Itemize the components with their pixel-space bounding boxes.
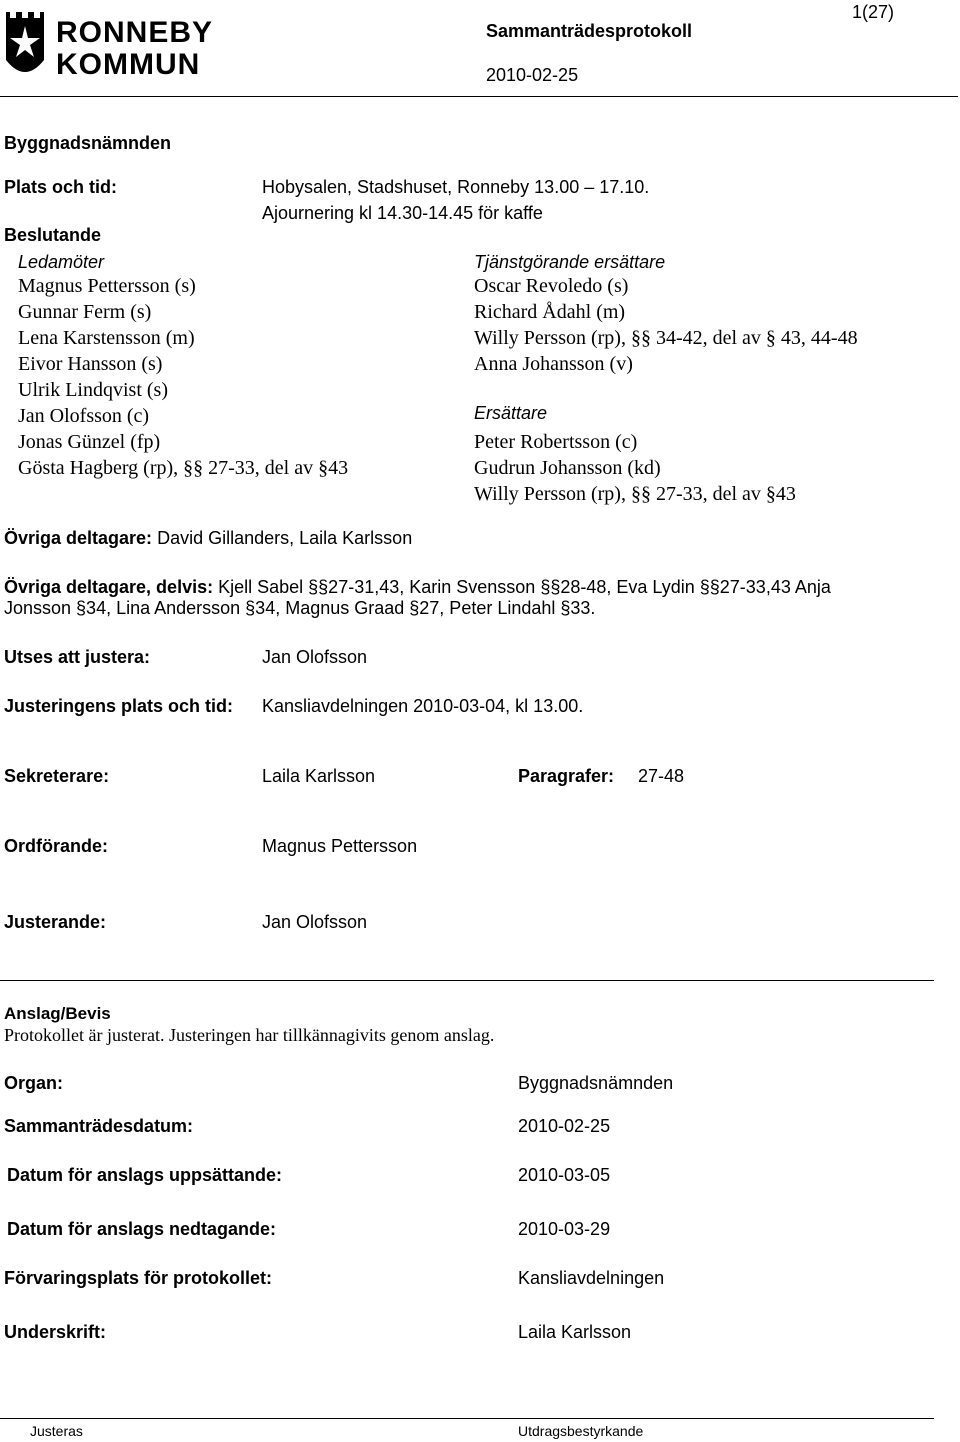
anslag-row-value: 2010-03-05 <box>518 1165 611 1185</box>
other-participants-label: Övriga deltagare: <box>4 528 153 548</box>
anslag-row-label: Organ: <box>4 1073 64 1093</box>
anslag-divider <box>0 980 934 981</box>
other-participants-partial-label: Övriga deltagare, delvis: <box>4 577 214 597</box>
header-date: 2010-02-25 <box>486 65 579 85</box>
anslag-title: Anslag/Bevis <box>4 1004 111 1023</box>
logo-text-line1: RONNEBY <box>56 16 214 49</box>
member: Lena Karstensson (m) <box>18 327 195 349</box>
ronneby-kommun-logo <box>4 8 214 84</box>
serving-substitute: Oscar Revoledo (s) <box>474 275 629 297</box>
other-participants <box>4 528 412 549</box>
substitutes-header: Ersättare <box>474 403 548 423</box>
footer-divider <box>0 1418 934 1419</box>
justerande-value: Jan Olofsson <box>262 912 368 932</box>
body-name: Byggnadsnämnden <box>4 133 172 153</box>
member: Jonas Günzel (fp) <box>18 431 161 453</box>
doc-type-title: Sammanträdesprotokoll <box>486 21 693 41</box>
anslag-row-label: Datum för anslags nedtagande: <box>7 1219 277 1239</box>
place-time-label: Plats och tid: <box>4 177 118 197</box>
anslag-row-label: Sammanträdesdatum: <box>4 1116 194 1136</box>
anslag-row-value: Kansliavdelningen <box>518 1268 665 1288</box>
serving-substitute: Anna Johansson (v) <box>474 353 633 375</box>
adjustment-place-value: Kansliavdelningen 2010-03-04, kl 13.00. <box>262 696 584 716</box>
other-participants-partial-line2: Jonsson §34, Lina Andersson §34, Magnus Graad §27, Peter Lindahl §33. <box>4 598 596 618</box>
anslag-row-value: 2010-02-25 <box>518 1116 611 1136</box>
logo-text-line2: KOMMUN <box>56 48 201 81</box>
serving-substitute: Willy Persson (rp), §§ 34-42, del av § 43, 44-48 <box>474 327 858 349</box>
anslag-row-value: Byggnadsnämnden <box>518 1073 674 1093</box>
adjustment-place-label: Justeringens plats och tid: <box>4 696 234 716</box>
substitute: Gudrun Johansson (kd) <box>474 457 661 479</box>
other-participants-value: David Gillanders, Laila Karlsson <box>157 528 413 548</box>
page-number: 1(27) <box>852 2 895 22</box>
substitute: Willy Persson (rp), §§ 27-33, del av §43 <box>474 483 796 505</box>
member: Gunnar Ferm (s) <box>18 301 152 323</box>
footer-right: Utdragsbestyrkande <box>518 1423 644 1439</box>
anslag-row-value: 2010-03-29 <box>518 1219 611 1239</box>
secretary-label: Sekreterare: <box>4 766 110 786</box>
justerande-label: Justerande: <box>4 912 107 932</box>
member: Ulrik Lindqvist (s) <box>18 379 168 401</box>
member: Jan Olofsson (c) <box>18 405 150 427</box>
serving-substitutes-header: Tjänstgörande ersättare <box>474 252 666 272</box>
chairman-value: Magnus Pettersson <box>262 836 418 856</box>
adjuster-label: Utses att justera: <box>4 647 151 667</box>
anslag-row-label: Datum för anslags uppsättande: <box>7 1165 283 1185</box>
place-time-line1: Hobysalen, Stadshuset, Ronneby 13.00 – 17.10. <box>262 177 650 197</box>
other-participants-partial-line1: Kjell Sabel §§27-31,43, Karin Svensson §§28-48, Eva Lydin §§27-33,43 Anja <box>218 577 831 597</box>
secretary-value: Laila Karlsson <box>262 766 376 786</box>
serving-substitute: Richard Ådahl (m) <box>474 301 626 323</box>
footer-left: Justeras <box>30 1423 83 1439</box>
member: Gösta Hagberg (rp), §§ 27-33, del av §43 <box>18 457 349 479</box>
anslag-row-value: Laila Karlsson <box>518 1322 632 1342</box>
member: Eivor Hansson (s) <box>18 353 163 375</box>
member: Magnus Pettersson (s) <box>18 275 196 297</box>
other-participants-partial <box>4 577 831 598</box>
members-header: Ledamöter <box>18 252 105 272</box>
anslag-row-label: Underskrift: <box>4 1322 107 1342</box>
place-time-line2: Ajournering kl 14.30-14.45 för kaffe <box>262 203 543 223</box>
substitute: Peter Robertsson (c) <box>474 431 638 453</box>
paragraphs-label: Paragrafer: <box>518 766 615 786</box>
anslag-row-label: Förvaringsplats för protokollet: <box>4 1268 273 1288</box>
adjuster-value: Jan Olofsson <box>262 647 368 667</box>
header-divider <box>0 96 958 97</box>
chairman-label: Ordförande: <box>4 836 109 856</box>
anslag-text: Protokollet är justerat. Justeringen har tillkännagivits genom anslag. <box>4 1025 495 1045</box>
beslutande-label: Beslutande <box>4 225 102 245</box>
paragraphs-value: 27-48 <box>638 766 685 786</box>
